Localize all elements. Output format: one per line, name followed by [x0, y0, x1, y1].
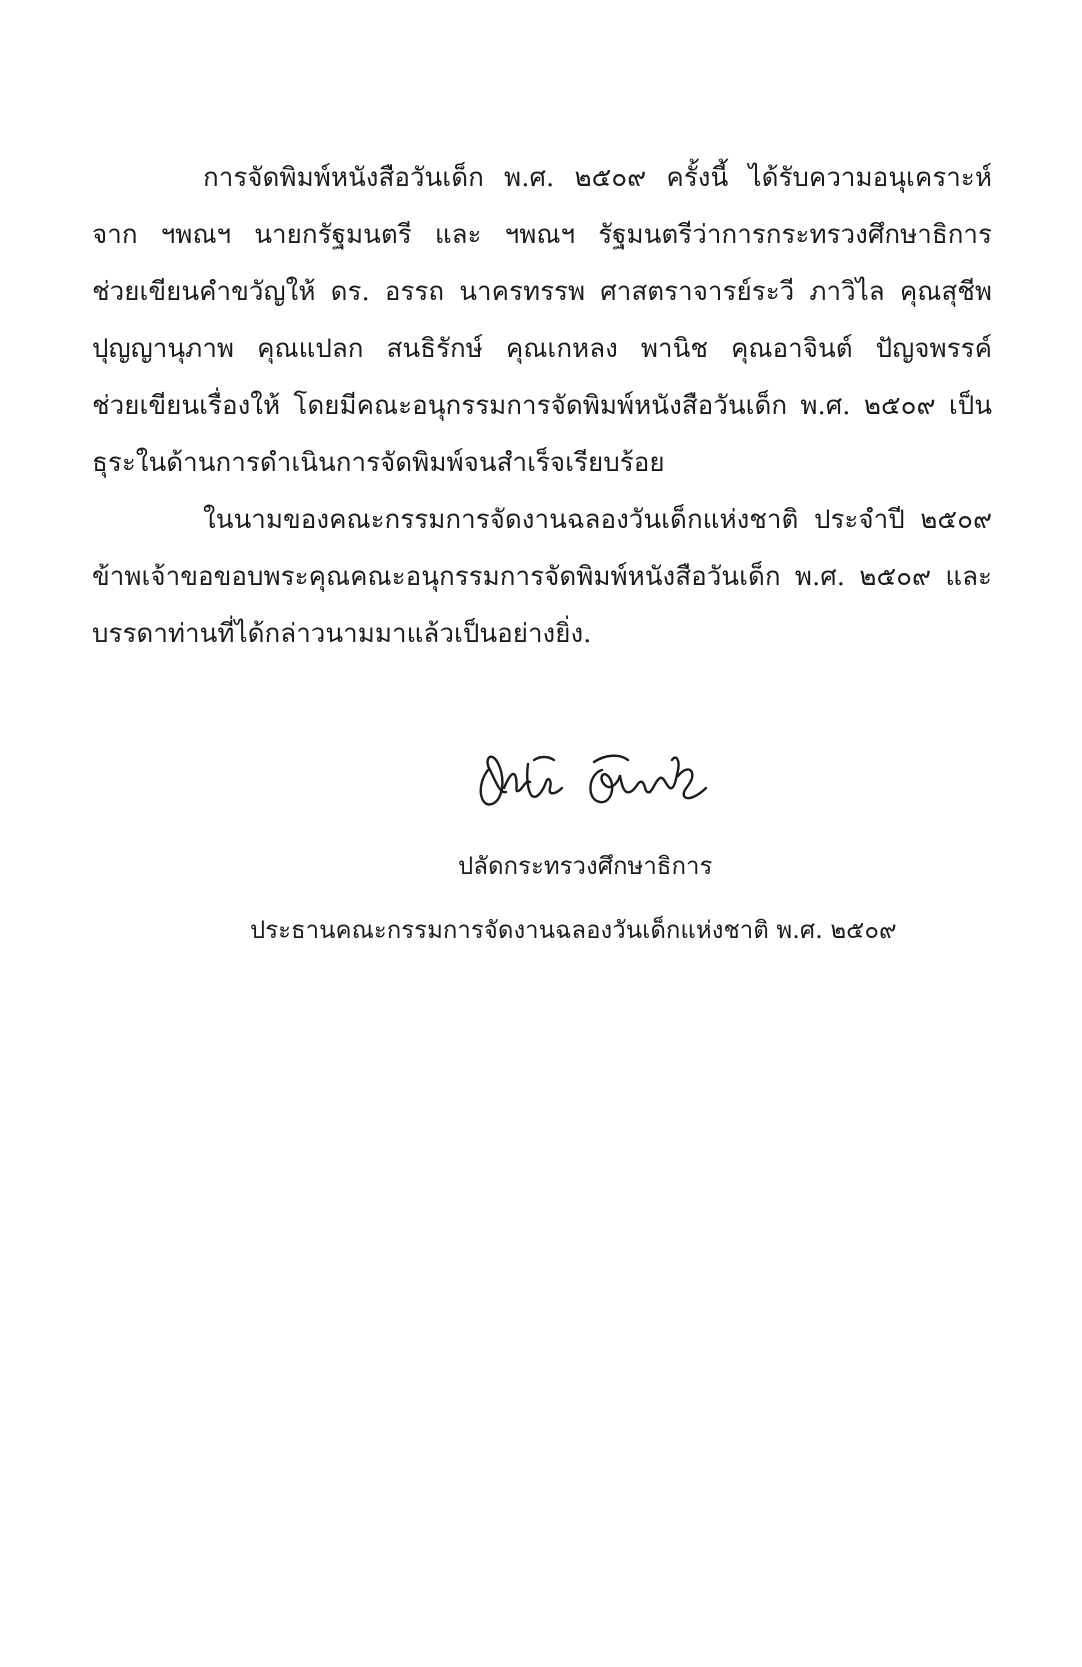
- paragraph-2-line-1: ในนามของคณะกรรมการจัดงานฉลองวันเด็กแห่งชาติ ประจำปี ๒๕๐๙: [203, 505, 992, 535]
- handwritten-signature-icon: [470, 730, 720, 820]
- signatory-subtitle: ประธานคณะกรรมการจัดงานฉลองวันเด็กแห่งชาติ พ.ศ. ๒๕๐๙: [250, 916, 897, 944]
- paragraph-1-line-3: ช่วยเขียนคำขวัญให้ ดร. อรรถ นาครทรรพ ศาสตราจารย์ระวี ภาวิไล คุณสุชีพ: [92, 277, 992, 307]
- paragraph-1-line-4: ปุญญานุภาพ คุณแปลก สนธิรักษ์ คุณเกหลง พานิช คุณอาจินต์ ปัญจพรรค์: [92, 334, 992, 364]
- paragraph-2-line-2: ข้าพเจ้าขอขอบพระคุณคณะอนุกรรมการจัดพิมพ์หนังสือวันเด็ก พ.ศ. ๒๕๐๙ และ: [92, 562, 992, 592]
- paragraph-1-line-2: จาก ฯพณฯ นายกรัฐมนตรี และ ฯพณฯ รัฐมนตรีว่าการกระทรวงศึกษาธิการ: [92, 220, 992, 250]
- paragraph-1-line-5: ช่วยเขียนเรื่องให้ โดยมีคณะอนุกรรมการจัดพิมพ์หนังสือวันเด็ก พ.ศ. ๒๕๐๙ เป็น: [92, 391, 992, 421]
- letter-body: [92, 150, 992, 663]
- paragraph-1-line-1: การจัดพิมพ์หนังสือวันเด็ก พ.ศ. ๒๕๐๙ ครั้งนี้ ได้รับความอนุเคราะห์: [203, 163, 992, 193]
- paragraph-2-line-3: บรรดาท่านที่ได้กล่าวนามมาแล้วเป็นอย่างยิ่ง.: [92, 619, 592, 649]
- paragraph-1-line-6: ธุระในด้านการดำเนินการจัดพิมพ์จนสำเร็จเรียบร้อย: [92, 448, 665, 478]
- signatory-title: ปลัดกระทรวงศึกษาธิการ: [458, 852, 713, 880]
